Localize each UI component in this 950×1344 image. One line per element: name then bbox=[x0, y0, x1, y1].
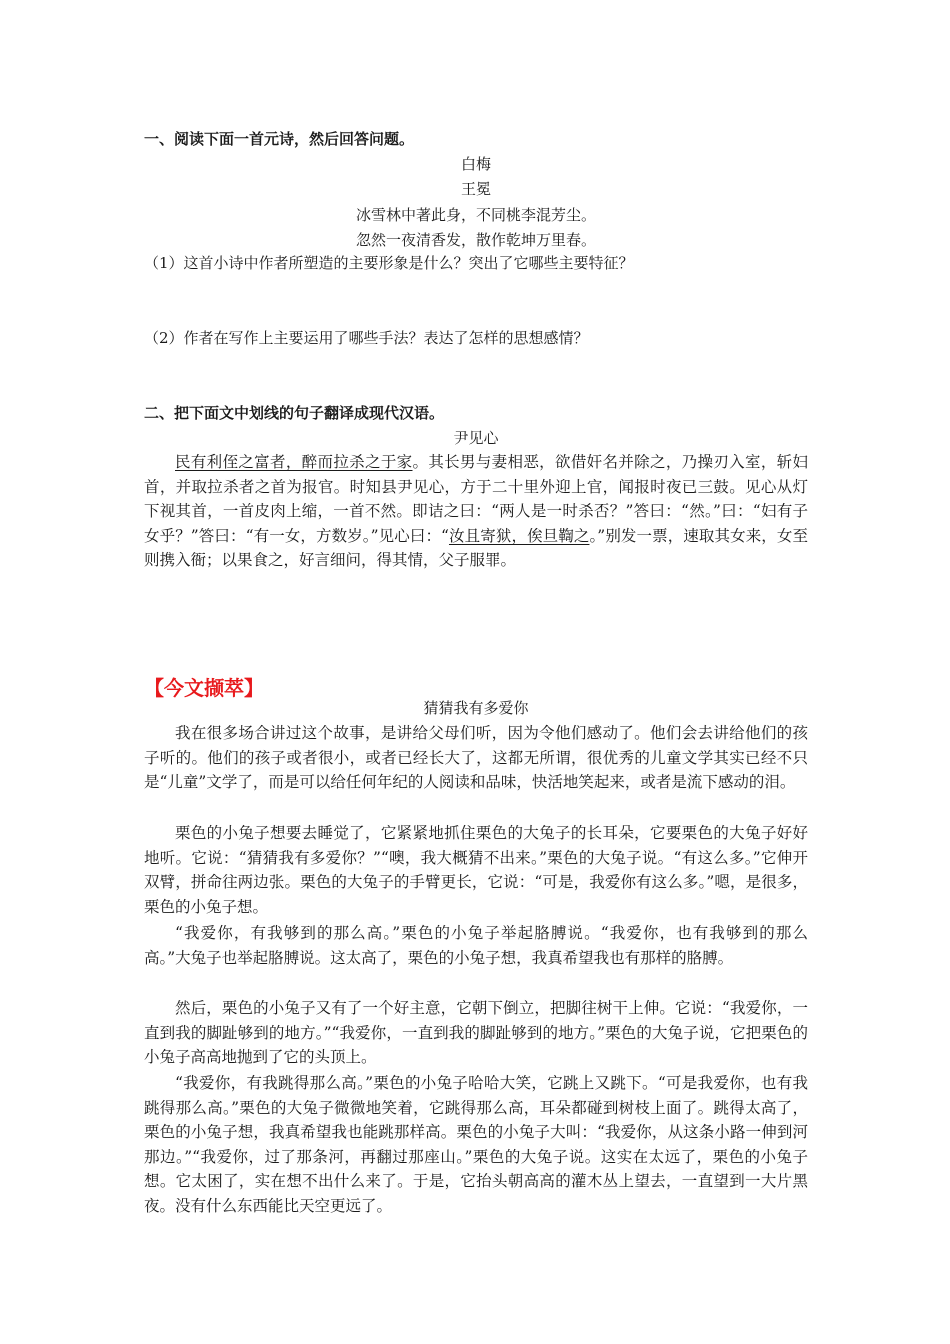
modern-paragraph-2: 栗色的小兔子想要去睡觉了，它紧紧地抓住栗色的大兔子的长耳朵，它要栗色的大兔子好好地听。它说：“猜猜我有多爱你？”“噢，我大概猜不出来。”栗色的大兔子说。“有这么多。”它伸开双臂，拼命往两边张。栗色的大兔子的手臂更长，它说：“可是，我爱你有这么多。”嗯，是很多，栗色的小兔子想。 bbox=[144, 824, 808, 916]
modern-text-title: 猜猜我有多爱你 bbox=[423, 699, 529, 717]
poem-line-1: 冰雪林中著此身，不同桃李混芳尘。 bbox=[355, 206, 596, 224]
poem-author: 王冕 bbox=[460, 180, 491, 198]
text-segment: 。其长男与妻相恶，欲借奸名并除之，乃操刃入室，斩妇首，并取拉杀者之首为报官。时知县尹见心，方于二十里外迎上官，闻报时夜已三鼓。见心从灯下视其首，一首皮肉上缩，一首不然。即诘之曰：“两人是一时杀否？”答曰：“然。”曰：“妇有子女乎？”答曰：“有一女，方数岁。”见心曰：“ bbox=[144, 453, 808, 545]
question-2: （2）作者在写作上主要运用了哪些手法？表达了怎样的思想感情？ bbox=[144, 329, 589, 347]
classical-text-paragraph bbox=[144, 450, 808, 573]
underlined-sentence-2: 汝且寄狱，俟旦鞫之 bbox=[448, 526, 590, 545]
section2-heading: 二、把下面文中划线的句子翻译成现代汉语。 bbox=[144, 404, 445, 422]
modern-paragraph-1: 我在很多场合讲过这个故事，是讲给父母们听，因为令他们感动了。他们会去讲给他们的孩子听的。他们的孩子或者很小，或者已经长大了，这都无所谓，很优秀的儿童文学其实已经不只是“儿童”文学了，而是可以给任何年纪的人阅读和品味，快活地笑起来，或者是流下感动的泪。 bbox=[144, 724, 808, 792]
text-segment: 。”别发一票，速取其女来，女至则携入衙；以果食之，好言细问，得其情，父子服罪。 bbox=[144, 526, 808, 570]
modern-paragraph-4: 然后，栗色的小兔子又有了一个好主意，它朝下倒立，把脚往树干上伸。它说：“我爱你，一直到我的脚趾够到的地方。”“我爱你，一直到我的脚趾够到的地方。”栗色的大兔子说，它把栗色的小兔子高高地抛到了它的头顶上。 bbox=[144, 999, 808, 1067]
poem-title: 白梅 bbox=[460, 155, 491, 173]
section1-heading: 一、阅读下面一首元诗，然后回答问题。 bbox=[144, 130, 415, 148]
underlined-sentence-1: 民有利侄之富者，醉而拉杀之于家 bbox=[175, 453, 413, 471]
section3-banner: 【今文撷萃】 bbox=[144, 676, 264, 700]
modern-paragraph-5: “我爱你，有我跳得那么高。”栗色的小兔子哈哈大笑，它跳上又跳下。“可是我爱你，也有我跳得那么高。”栗色的大兔子微微地笑着，它跳得那么高，耳朵都碰到树枝上面了。跳得太高了，栗色的小兔子想，我真希望我也能跳那样高。栗色的小兔子大叫：“我爱你，从这条小路一伸到河那边。”“我爱你，过了那条河，再翻过那座山。”栗色的大兔子说。这实在太远了，栗色的小兔子想。它太困了，实在想不出什么来了。于是，它抬头朝高高的灌木丛上望去，一直望到一大片黑夜。没有什么东西能比天空更远了。 bbox=[144, 1074, 808, 1215]
classical-text-title: 尹见心 bbox=[453, 429, 499, 447]
question-1: （1）这首小诗中作者所塑造的主要形象是什么？突出了它哪些主要特征？ bbox=[144, 254, 634, 272]
modern-paragraph-3: “我爱你，有我够到的那么高。”栗色的小兔子举起胳膊说。“我爱你，也有我够到的那么高。”大兔子也举起胳膊说。这太高了，栗色的小兔子想，我真希望我也有那样的胳膊。 bbox=[144, 924, 808, 967]
poem-line-2: 忽然一夜清香发，散作乾坤万里春。 bbox=[355, 231, 596, 249]
